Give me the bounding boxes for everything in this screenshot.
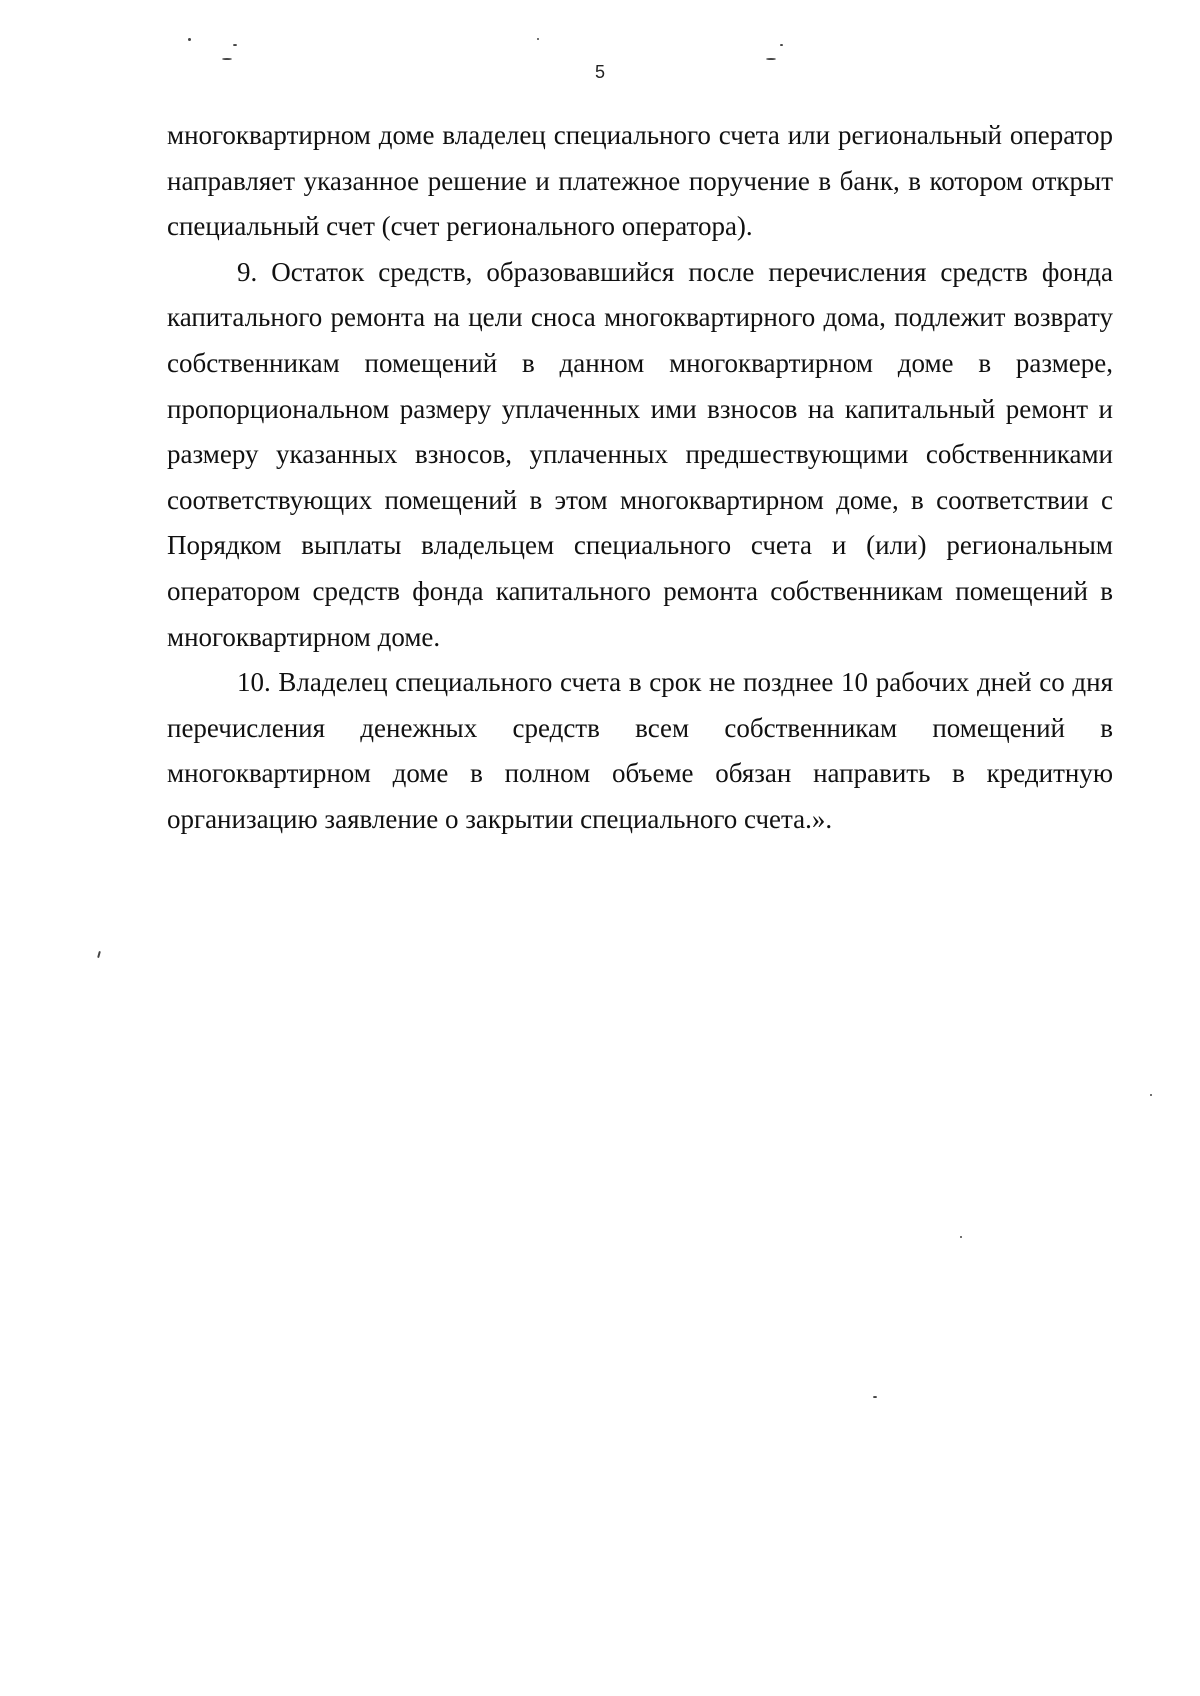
scan-speck — [873, 1396, 877, 1398]
scan-speck — [766, 58, 776, 60]
paragraph-10: 10. Владелец специального счета в срок не позднее 10 рабочих дней со дня перечисления денежных средств всем собственникам помещений в многоквартирном доме в полном объеме обязан направить в кредитную организацию заявление о закрытии специального счета.». — [167, 667, 1113, 834]
scan-speck — [188, 38, 191, 41]
scan-speck — [960, 1236, 962, 1238]
scan-speck — [1150, 1094, 1152, 1096]
paragraph-9: 9. Остаток средств, образовавшийся после перечисления средств фонда капитального ремонта на цели сноса многоквартирного дома, подлежит возврату собственникам помещений в данном многоквартирном доме в размере, пропорциональном размеру уплаченных ими взносов на капитальный ремонт и размеру указанных взносов, уплаченных предшествующими собственниками соответствующих помещений в этом многоквартирном доме, в соответствии с Порядком выплаты владельцем специального счета и (или) региональным оператором средств фонда капитального ремонта собственникам помещений в многоквартирном доме. — [167, 256, 1113, 652]
document-body — [167, 113, 1113, 843]
scan-speck — [537, 38, 539, 40]
scan-speck — [780, 44, 783, 46]
scan-speck — [222, 58, 232, 60]
scan-speck — [97, 951, 101, 958]
paragraph-continuation: многоквартирном доме владелец специального счета или региональный оператор направляет указанное решение и платежное поручение в банк, в котором открыт специальный счет (счет регионального оператора). — [167, 120, 1113, 242]
page-number: 5 — [594, 62, 605, 82]
scan-speck — [233, 44, 237, 46]
